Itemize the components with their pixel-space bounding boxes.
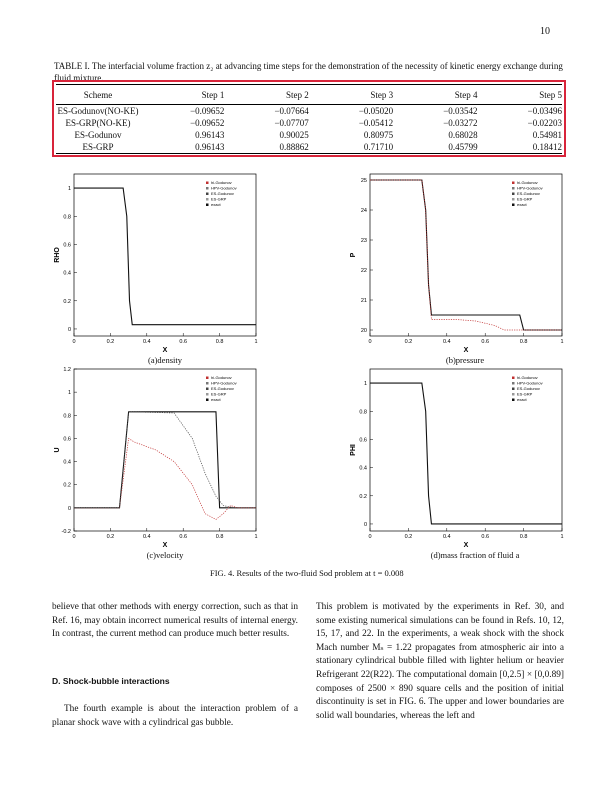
- header-scheme: Scheme: [56, 85, 140, 105]
- cell: ES-Godunov: [74, 130, 122, 140]
- legend-marker: [206, 382, 209, 385]
- legend-entry: exact: [517, 202, 527, 207]
- legend-marker: [206, 377, 209, 380]
- legend-marker: [512, 187, 515, 190]
- y-tick-label: 25: [360, 178, 367, 184]
- subcaption-b: (b)pressure: [445, 355, 485, 365]
- legend-marker: [206, 399, 209, 402]
- legend-entry: exact: [211, 397, 221, 402]
- y-tick-label: 0.2: [359, 493, 367, 500]
- cell: −0.02203: [527, 118, 562, 128]
- pressure-plot: [348, 168, 568, 363]
- legend-marker: [206, 388, 209, 391]
- y-axis-label: PHI: [350, 444, 357, 456]
- body-paragraph: The fourth example is about the interaction problem of a planar shock wave with a cylindrical gas bubble.: [52, 704, 298, 728]
- table-row: [56, 129, 562, 141]
- series-line-exact: [370, 380, 562, 524]
- legend-marker: [512, 193, 515, 196]
- legend-entry: hi-Godunov: [517, 375, 538, 380]
- series-line-hi-Godunov: [74, 438, 256, 519]
- x-tick-label: 0: [368, 339, 372, 345]
- y-tick-label: 0: [67, 326, 71, 333]
- series-line-exact: [74, 412, 256, 508]
- legend-marker: [512, 182, 515, 185]
- series-line-exact: [370, 180, 562, 330]
- legend-marker: [206, 198, 209, 201]
- plot-frame: [370, 369, 562, 531]
- legend-entry: HPV-Godunov: [211, 380, 237, 386]
- cell: −0.05020: [358, 106, 394, 116]
- cell: ES-Godunov(NO-KE): [57, 106, 139, 116]
- header-step1: Step 1: [140, 85, 224, 105]
- x-tick-label: 0.6: [481, 339, 490, 345]
- chart-velocity: [52, 363, 262, 558]
- chart-density: [52, 168, 262, 363]
- legend-marker: [206, 393, 209, 396]
- x-tick-label: 0: [72, 339, 76, 345]
- x-tick-label: 1: [254, 339, 258, 345]
- y-tick-label: 0.8: [63, 413, 71, 420]
- table-row: [56, 105, 562, 118]
- y-tick-label: 21: [360, 298, 367, 304]
- y-axis-label: P: [350, 252, 357, 258]
- x-tick-label: 0: [72, 534, 76, 540]
- x-tick-label: 0.8: [215, 339, 224, 345]
- cell: ES-GRP: [56, 141, 140, 154]
- x-tick-label: 0.4: [142, 534, 151, 540]
- cell: −0.05412: [358, 118, 394, 128]
- table-row: [56, 141, 562, 154]
- legend-entry: ES-Godunov: [211, 386, 234, 391]
- x-axis-label: X: [162, 542, 168, 549]
- x-tick-label: 0.2: [106, 339, 115, 345]
- x-tick-label: 0.6: [481, 534, 490, 540]
- subcaption-d: (d)mass fraction of fluid a: [430, 550, 520, 560]
- legend-marker: [206, 204, 209, 207]
- y-tick-label: 0.6: [359, 437, 367, 444]
- cell: 0.88862: [224, 141, 308, 154]
- body-paragraph: believe that other methods with energy correction, such as that in Ref. 16, may obtain incorrect numerical results of internal energy. In contrast, the current method can produce much better results.: [52, 602, 298, 640]
- data-table: [56, 84, 562, 154]
- cell: 0.80975: [363, 130, 394, 140]
- legend-entry: HPV-Godunov: [517, 185, 543, 191]
- cell: −0.07707: [274, 118, 309, 128]
- legend-marker: [206, 182, 209, 185]
- table-row: [56, 117, 562, 129]
- chart-pressure: [348, 168, 568, 363]
- y-tick-label: 23: [360, 238, 367, 244]
- cell: −0.03272: [443, 118, 478, 128]
- legend-entry: ES-GRP: [517, 391, 533, 397]
- x-tick-label: 0.8: [215, 534, 224, 540]
- series-line-exact: [74, 185, 256, 325]
- cell: −0.09652: [190, 118, 225, 128]
- chart-mass-fraction: [348, 363, 568, 558]
- legend-entry: ES-GRP: [211, 196, 227, 202]
- legend-marker: [512, 377, 515, 380]
- y-tick-label: 20: [360, 328, 367, 334]
- subcaption-a: (a)density: [148, 355, 182, 365]
- legend-entry: exact: [517, 397, 527, 402]
- x-tick-label: 1: [560, 339, 564, 345]
- x-tick-label: 0: [368, 534, 372, 540]
- y-tick-label: -0.2: [61, 529, 71, 535]
- cell: −0.09652: [190, 106, 225, 116]
- legend-entry: ES-Godunov: [517, 191, 540, 196]
- y-tick-label: 1: [67, 186, 71, 193]
- x-tick-label: 0.4: [442, 339, 451, 345]
- x-tick-label: 0.6: [179, 339, 188, 345]
- legend-marker: [206, 193, 209, 196]
- plot-frame: [74, 174, 256, 336]
- y-tick-label: 0.6: [63, 242, 71, 249]
- y-tick-label: 0.4: [63, 270, 71, 277]
- x-tick-label: 1: [560, 534, 564, 540]
- page-number: 10: [540, 26, 550, 37]
- mass-fraction-plot: [348, 363, 568, 558]
- cell: 0.45799: [393, 141, 477, 154]
- table-highlight-box: [52, 80, 566, 157]
- cell: 0.90025: [279, 130, 309, 140]
- y-tick-label: 0.8: [63, 214, 71, 221]
- legend-marker: [512, 393, 515, 396]
- x-tick-label: 0.4: [142, 339, 151, 345]
- y-tick-label: 0: [67, 505, 71, 512]
- cell: −0.03542: [443, 106, 478, 116]
- y-tick-label: 0.6: [63, 436, 71, 443]
- x-tick-label: 0.2: [404, 534, 413, 540]
- header-step4: Step 4: [393, 85, 477, 105]
- legend-entry: hi-Godunov: [211, 180, 232, 185]
- cell: −0.07664: [274, 106, 309, 116]
- subcaption-c: (c)velocity: [146, 550, 184, 560]
- section-heading: D. Shock-bubble interactions: [52, 676, 170, 686]
- legend-entry: HPV-Godunov: [517, 380, 543, 386]
- cell: 0.71710: [309, 141, 393, 154]
- header-step5: Step 5: [478, 85, 562, 105]
- series-line-ES-Godunov: [74, 412, 256, 508]
- cell: ES-GRP(NO-KE): [65, 118, 131, 128]
- y-tick-label: 0: [363, 521, 367, 528]
- legend-entry: ES-Godunov: [211, 191, 234, 196]
- table-header-row: [56, 85, 562, 105]
- legend-marker: [206, 187, 209, 190]
- x-tick-label: 0.2: [106, 534, 115, 540]
- cell: 0.96143: [195, 130, 225, 140]
- x-tick-label: 1: [254, 534, 258, 540]
- cell: 0.18412: [478, 141, 562, 154]
- legend-marker: [512, 382, 515, 385]
- header-step2: Step 2: [224, 85, 308, 105]
- y-tick-label: 0.8: [359, 409, 367, 416]
- y-tick-label: 1: [363, 381, 367, 388]
- legend-entry: ES-GRP: [517, 196, 533, 202]
- y-tick-label: 1.2: [63, 367, 71, 373]
- y-tick-label: 1: [67, 390, 71, 397]
- figure-caption: FIG. 4. Results of the two-fluid Sod problem at t = 0.008: [210, 568, 404, 578]
- y-axis-label: U: [54, 447, 61, 453]
- x-tick-label: 0.4: [442, 534, 451, 540]
- x-tick-label: 0.8: [519, 339, 528, 345]
- y-tick-label: 0.2: [63, 298, 71, 305]
- legend-marker: [512, 388, 515, 391]
- legend-marker: [512, 204, 515, 207]
- y-tick-label: 0.2: [63, 482, 71, 489]
- x-axis-label: X: [463, 347, 469, 354]
- y-tick-label: 24: [360, 208, 367, 214]
- series-line-hi-Godunov: [370, 180, 562, 330]
- header-step3: Step 3: [309, 85, 393, 105]
- table-caption: TABLE I. The interfacial volume fraction z₂ at advancing time steps for the demonstration of the necessity of kinetic energy exchange during fluid mixture.: [54, 61, 563, 83]
- legend-entry: HPV-Godunov: [211, 185, 237, 191]
- legend-marker: [512, 399, 515, 402]
- legend-marker: [512, 198, 515, 201]
- x-tick-label: 0.2: [404, 339, 413, 345]
- y-tick-label: 22: [360, 268, 367, 274]
- x-tick-label: 0.6: [179, 534, 188, 540]
- legend-entry: hi-Godunov: [517, 180, 538, 185]
- body-paragraph: This problem is motivated by the experiments in Ref. 30, and some existing numerical simulations can be found in Refs. 10, 12, 15, 17, and 22. In the experiments, a weak shock with the shock Mach number Mₛ = 1.22 propagates from atmospheric air into a stationary cylindrical bubble filled with lighter helium or heavier Refrigerant 22(R22). The computational domain [0,2.5] × [0,0.89] composes of 2500 × 890 square cells and the position of initial discontinuity is set in FIG. 6. The upper and lower boundaries are solid wall boundaries, whereas the left and: [316, 602, 564, 721]
- velocity-plot: [52, 363, 262, 558]
- y-axis-label: RHO: [54, 247, 61, 263]
- legend-entry: ES-Godunov: [517, 386, 540, 391]
- plot-frame: [370, 174, 562, 336]
- x-tick-label: 0.8: [519, 534, 528, 540]
- x-axis-label: X: [463, 542, 469, 549]
- density-plot: [52, 168, 262, 363]
- y-tick-label: 0.4: [63, 459, 71, 466]
- legend-entry: exact: [211, 202, 221, 207]
- cell: 0.54981: [532, 130, 562, 140]
- cell: −0.03496: [527, 106, 562, 116]
- legend-entry: hi-Godunov: [211, 375, 232, 380]
- x-axis-label: X: [162, 347, 168, 354]
- cell: 0.68028: [448, 130, 478, 140]
- legend-entry: ES-GRP: [211, 391, 227, 397]
- cell: 0.96143: [140, 141, 224, 154]
- y-tick-label: 0.4: [359, 465, 367, 472]
